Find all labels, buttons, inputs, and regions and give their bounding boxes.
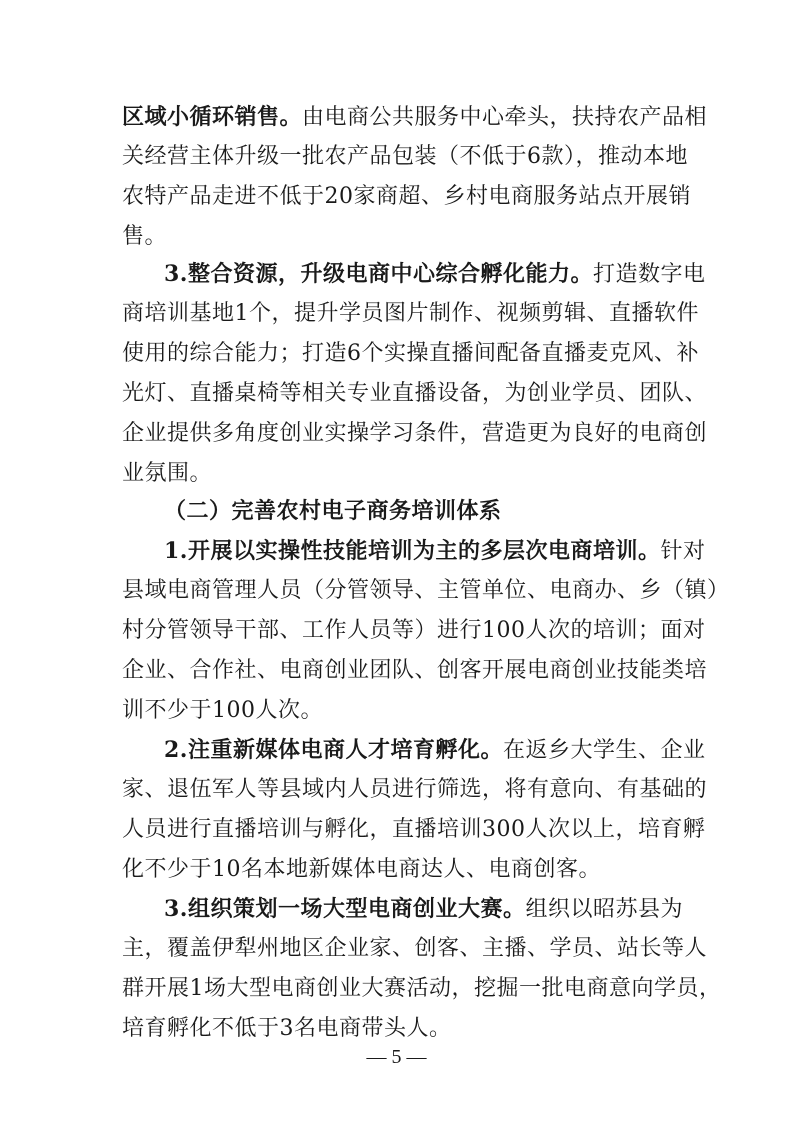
page-number: — 5 — [366, 1046, 427, 1068]
paragraph-2-line-4: 光灯、直播桌椅等相关专业直播设备，为创业学员、团队、 [122, 381, 708, 406]
paragraph-4-line-1 [164, 730, 706, 770]
paragraph-3-line-3: 村分管领导干部、工作人员等）进行100人次的培训；面对 [122, 618, 706, 643]
paragraph-1-line-3: 农特产品走进不低于20家商超、乡村电商服务站点开展销 [122, 184, 691, 209]
paragraph-3-line-1-text: 针对 [660, 539, 706, 564]
paragraph-3-line-4: 企业、合作社、电商创业团队、创客开展电商创业技能类培 [122, 658, 708, 683]
paragraph-4-line-1-text: 在返乡大学生、企业 [502, 738, 706, 763]
paragraph-5-line-1 [164, 889, 682, 929]
paragraph-3-line-2: 县域电商管理人员（分管领导、主管单位、电商办、乡（镇） [122, 578, 730, 603]
paragraph-3-lead: 1.开展以实操性技能培训为主的多层次电商培训。 [164, 538, 661, 564]
paragraph-3-line-5: 训不少于100人次。 [122, 698, 323, 723]
paragraph-2-line-5: 企业提供多角度创业实操学习条件，营造更为良好的电商创 [122, 421, 708, 446]
paragraph-1-lead: 区域小循环销售。 [122, 104, 303, 130]
paragraph-2-line-1 [164, 254, 706, 294]
paragraph-2-lead: 3.整合资源，升级电商中心综合孵化能力。 [164, 261, 593, 287]
paragraph-2-line-3: 使用的综合能力；打造6个实操直播间配备直播麦克风、补 [122, 341, 699, 366]
paragraph-1-line-1 [122, 97, 708, 137]
paragraph-1-line-1-text: 由电商公共服务中心牵头，扶持农产品相 [302, 105, 708, 130]
paragraph-4-line-2: 家、退伍军人等县域内人员进行筛选，将有意向、有基础的 [122, 777, 708, 802]
section-heading: （二）完善农村电子商务培训体系 [164, 498, 502, 524]
paragraph-3-line-1 [164, 531, 706, 571]
paragraph-5-line-3: 群开展1场大型电商创业大赛活动，挖掘一批电商意向学员， [122, 976, 722, 1001]
paragraph-4-line-4: 化不少于10名本地新媒体电商达人、电商创客。 [122, 857, 601, 882]
paragraph-5-line-2: 主，覆盖伊犁州地区企业家、创客、主播、学员、站长等人 [122, 936, 708, 961]
paragraph-5-lead: 3.组织策划一场大型电商创业大赛。 [164, 896, 526, 922]
paragraph-1-line-4: 售。 [122, 224, 168, 249]
paragraph-4-line-3: 人员进行直播培训与孵化，直播培训300人次以上，培育孵 [122, 817, 706, 842]
paragraph-2-line-6: 业氛围。 [122, 461, 213, 486]
paragraph-4-lead: 2.注重新媒体电商人才培育孵化。 [164, 737, 503, 763]
paragraph-1-line-2: 关经营主体升级一批农产品包装（不低于6款），推动本地 [122, 144, 688, 169]
paragraph-2-line-1-text: 打造数字电 [592, 262, 706, 287]
paragraph-5-line-4: 培育孵化不低于3名电商带头人。 [122, 1016, 452, 1041]
paragraph-2-line-2: 商培训基地1个，提升学员图片制作、视频剪辑、直播软件 [122, 301, 699, 326]
paragraph-5-line-1-text: 组织以昭苏县为 [525, 897, 683, 922]
